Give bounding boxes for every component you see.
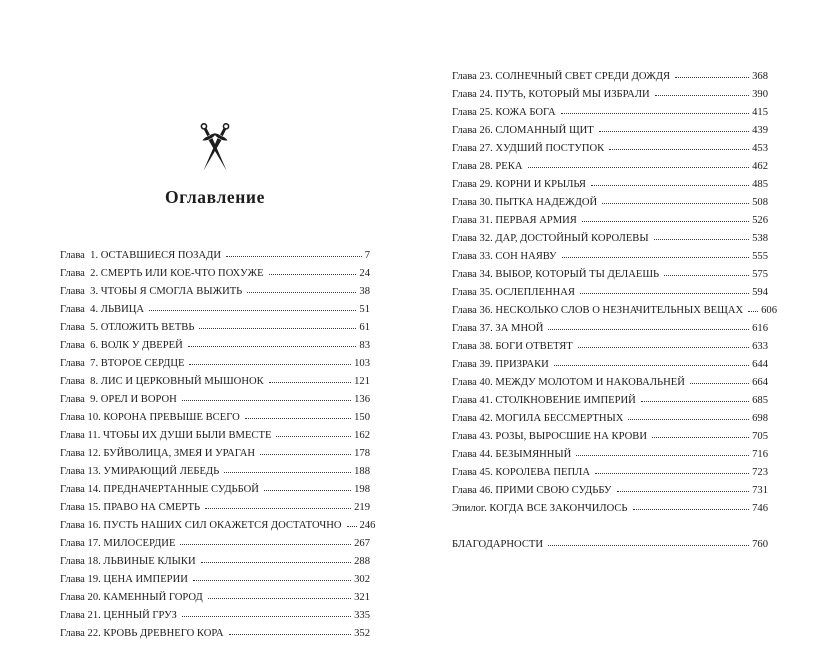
toc-entry-label: Глава 15. ПРАВО НА СМЕРТЬ — [60, 502, 201, 513]
toc-entry-label: Глава 18. ЛЬВИНЫЕ КЛЫКИ — [60, 556, 196, 567]
toc-entry-label: Глава 45. КОРОЛЕВА ПЕПЛА — [452, 467, 590, 478]
toc-entry-page: 288 — [354, 556, 370, 567]
toc-leader-dots — [528, 167, 750, 168]
toc-leader-dots — [664, 275, 749, 276]
ornament — [60, 116, 370, 180]
toc-entry — [452, 478, 768, 496]
toc-entry-label: Глава 17. МИЛОСЕРДИЕ — [60, 538, 176, 549]
toc-leader-dots — [617, 491, 750, 492]
toc-entry-page: 302 — [354, 574, 370, 585]
toc-entry-page: 644 — [752, 359, 768, 370]
toc-entry-page: 136 — [354, 394, 370, 405]
toc-entry — [60, 495, 370, 513]
toc-entry — [60, 567, 370, 585]
toc-entry — [452, 82, 768, 100]
toc-leader-dots — [654, 239, 750, 240]
toc-leader-dots — [580, 293, 749, 294]
toc-entry — [60, 603, 370, 621]
toc-entry-page: 746 — [752, 503, 768, 514]
toc-leader-dots — [690, 383, 749, 384]
toc-leader-dots — [652, 437, 749, 438]
toc-entry-label: Глава 31. ПЕРВАЯ АРМИЯ — [452, 215, 577, 226]
toc-entry — [60, 315, 370, 333]
toc-entry-label: Глава 36. НЕСКОЛЬКО СЛОВ О НЕЗНАЧИТЕЛЬНЫХ ВЕЩАХ — [452, 305, 744, 316]
toc-leader-dots — [208, 598, 351, 599]
toc-leader-dots — [675, 77, 749, 78]
toc-entry — [60, 405, 370, 423]
toc-entry-label: Глава 6. ВОЛК У ДВЕРЕЙ — [60, 340, 183, 351]
toc-entry-page: 555 — [752, 251, 768, 262]
toc-entry-page: 390 — [752, 89, 768, 100]
toc-entry-label: Глава 37. ЗА МНОЙ — [452, 323, 544, 334]
toc-leader-dots — [180, 544, 351, 545]
toc-entry — [60, 387, 370, 405]
toc-entry-label: Глава 5. ОТЛОЖИТЬ ВЕТВЬ — [60, 322, 195, 333]
toc-entry — [60, 585, 370, 603]
toc-entry-label: Глава 12. БУЙВОЛИЦА, ЗМЕЯ И УРАГАН — [60, 448, 256, 459]
toc-entry — [452, 460, 768, 478]
toc-leader-dots — [269, 274, 357, 275]
toc-entry — [60, 297, 370, 315]
toc-leader-dots — [633, 509, 750, 510]
toc-leader-dots — [182, 400, 351, 401]
toc-entry-page: 538 — [752, 233, 768, 244]
toc-leader-dots — [578, 347, 749, 348]
toc-leader-dots — [602, 203, 749, 204]
toc-entry-page: 150 — [354, 412, 370, 423]
toc-entry-label: Глава 21. ЦЕННЫЙ ГРУЗ — [60, 610, 177, 621]
toc-entry-label: Глава 23. СОЛНЕЧНЫЙ СВЕТ СРЕДИ ДОЖДЯ — [452, 71, 671, 82]
toc-leader-dots — [188, 346, 357, 347]
toc-entry-label: Глава 39. ПРИЗРАКИ — [452, 359, 549, 370]
toc-entry-page: 453 — [752, 143, 768, 154]
toc-entry-label: Эпилог. КОГДА ВСЕ ЗАКОНЧИЛОСЬ — [452, 503, 628, 514]
toc-leader-dots — [582, 221, 749, 222]
toc-entry-page: 616 — [752, 323, 768, 334]
toc-entry — [452, 316, 768, 334]
toc-leader-dots — [595, 473, 749, 474]
toc-entry — [60, 513, 376, 531]
toc-leader-dots — [628, 419, 749, 420]
toc-entry-label: Глава 4. ЛЬВИЦА — [60, 304, 145, 315]
toc-entry-label: Глава 26. СЛОМАННЫЙ ЩИТ — [452, 125, 594, 136]
toc-entry-page: 188 — [354, 466, 370, 477]
toc-leader-dots — [224, 472, 351, 473]
toc-entry-label: Глава 32. ДАР, ДОСТОЙНЫЙ КОРОЛЕВЫ — [452, 233, 649, 244]
toc-leader-dots — [347, 526, 357, 527]
toc-entry-page: 335 — [354, 610, 370, 621]
toc-entry — [452, 172, 768, 190]
toc-entry — [452, 352, 768, 370]
toc-entry — [60, 261, 370, 279]
toc-entry-page: 575 — [752, 269, 768, 280]
toc-entry-label: Глава 35. ОСЛЕПЛЕННАЯ — [452, 287, 575, 298]
acknowledgements-entry — [452, 532, 768, 550]
toc-entry-page: 462 — [752, 161, 768, 172]
toc-entry-label: Глава 1. ОСТАВШИЕСЯ ПОЗАДИ — [60, 250, 222, 261]
toc-entry-page: 508 — [752, 197, 768, 208]
toc-leader-dots — [641, 401, 749, 402]
toc-entry-page: 83 — [359, 340, 370, 351]
toc-leader-dots — [229, 634, 352, 635]
toc-entry-label: Глава 46. ПРИМИ СВОЮ СУДЬБУ — [452, 485, 612, 496]
toc-entry-page: 705 — [752, 431, 768, 442]
toc-entry-label: Глава 44. БЕЗЫМЯННЫЙ — [452, 449, 572, 460]
toc-entry — [60, 459, 370, 477]
toc-entry-label: Глава 33. СОН НАЯВУ — [452, 251, 557, 262]
toc-entry-label: Глава 28. РЕКА — [452, 161, 523, 172]
toc-entry-page: 760 — [752, 539, 768, 550]
toc-entry — [60, 441, 370, 459]
toc-entry — [60, 549, 370, 567]
toc-entry — [60, 423, 370, 441]
toc-leader-dots — [247, 292, 356, 293]
toc-entry-label: Глава 27. ХУДШИЙ ПОСТУПОК — [452, 143, 605, 154]
toc-entry-page: 698 — [752, 413, 768, 424]
toc-entry-label: Глава 11. ЧТОБЫ ИХ ДУШИ БЫЛИ ВМЕСТЕ — [60, 430, 272, 441]
toc-entry-label: Глава 40. МЕЖДУ МОЛОТОМ И НАКОВАЛЬНЕЙ — [452, 377, 685, 388]
toc-entry-page: 321 — [354, 592, 370, 603]
toc-entry — [452, 154, 768, 172]
toc-entry — [60, 531, 370, 549]
toc-leader-dots — [599, 131, 749, 132]
toc-entry-label: Глава 20. КАМЕННЫЙ ГОРОД — [60, 592, 203, 603]
toc-leader-dots — [655, 95, 749, 96]
toc-entry-label: Глава 7. ВТОРОЕ СЕРДЦЕ — [60, 358, 185, 369]
toc-entry-label: Глава 29. КОРНИ И КРЫЛЬЯ — [452, 179, 586, 190]
toc-entry-page: 368 — [752, 71, 768, 82]
toc-entry-page: 415 — [752, 107, 768, 118]
page-title: Оглавление — [165, 187, 265, 207]
toc-entry-label: Глава 13. УМИРАЮЩИЙ ЛЕБЕДЬ — [60, 466, 220, 477]
toc-entry-page: 485 — [752, 179, 768, 190]
toc-entry — [452, 388, 768, 406]
toc-entry — [452, 442, 768, 460]
toc-entry-page: 162 — [354, 430, 370, 441]
toc-entry — [60, 621, 370, 639]
toc-column-left — [60, 116, 376, 639]
toc-leader-dots — [548, 545, 749, 546]
toc-entry-page: 51 — [359, 304, 370, 315]
toc-leader-dots — [562, 257, 750, 258]
toc-entry — [452, 208, 768, 226]
toc-entry-label: Глава 38. БОГИ ОТВЕТЯТ — [452, 341, 573, 352]
toc-entry-page: 24 — [359, 268, 370, 279]
toc-leader-dots — [193, 580, 351, 581]
toc-entry — [452, 370, 768, 388]
toc-entry-label: Глава 30. ПЫТКА НАДЕЖДОЙ — [452, 197, 598, 208]
toc-entry — [452, 496, 768, 514]
toc-leader-dots — [226, 256, 362, 257]
toc-column-right — [452, 64, 778, 550]
toc-entry — [452, 118, 768, 136]
toc-entry-page: 103 — [354, 358, 370, 369]
toc-entry-label: Глава 22. КРОВЬ ДРЕВНЕГО КОРА — [60, 628, 224, 639]
toc-entry — [452, 244, 768, 262]
toc-leader-dots — [245, 418, 351, 419]
toc-leader-dots — [269, 382, 351, 383]
toc-entry-page: 121 — [354, 376, 370, 387]
toc-entry-page: 439 — [752, 125, 768, 136]
toc-entry-label: Глава 41. СТОЛКНОВЕНИЕ ИМПЕРИЙ — [452, 395, 636, 406]
toc-entry-page: 38 — [359, 286, 370, 297]
crossed-daggers-icon — [176, 116, 254, 180]
toc-entry-label: БЛАГОДАРНОСТИ — [452, 539, 544, 550]
toc-leader-dots — [748, 311, 758, 312]
toc-entry — [452, 136, 768, 154]
toc-leader-dots — [264, 490, 351, 491]
toc-entry-page: 664 — [752, 377, 768, 388]
toc-leader-dots — [576, 455, 749, 456]
toc-entry-label: Глава 43. РОЗЫ, ВЫРОСШИЕ НА КРОВИ — [452, 431, 647, 442]
toc-entries-right — [452, 64, 778, 514]
toc-leader-dots — [149, 310, 356, 311]
toc-entry-page: 352 — [354, 628, 370, 639]
toc-entry-label: Глава 24. ПУТЬ, КОТОРЫЙ МЫ ИЗБРАЛИ — [452, 89, 650, 100]
toc-leader-dots — [182, 616, 351, 617]
toc-entry — [60, 351, 370, 369]
toc-entry-page: 246 — [359, 520, 376, 531]
toc-entry-page: 7 — [364, 250, 370, 261]
toc-entries-left — [60, 243, 376, 639]
toc-entry-label: Глава 10. КОРОНА ПРЕВЫШЕ ВСЕГО — [60, 412, 240, 423]
toc-leader-dots — [591, 185, 749, 186]
toc-entry — [452, 190, 768, 208]
toc-entry-page: 685 — [752, 395, 768, 406]
toc-entry-label: Глава 9. ОРЕЛ И ВОРОН — [60, 394, 177, 405]
toc-entry-label: Глава 16. ПУСТЬ НАШИХ СИЛ ОКАЖЕТСЯ ДОСТАТОЧНО — [60, 520, 342, 531]
toc-entry-page: 526 — [752, 215, 768, 226]
toc-entry-label: Глава 19. ЦЕНА ИМПЕРИИ — [60, 574, 188, 585]
toc-entry-page: 178 — [354, 448, 370, 459]
toc-entry — [452, 64, 768, 82]
toc-leader-dots — [276, 436, 351, 437]
toc-entry-label: Глава 42. МОГИЛА БЕССМЕРТНЫХ — [452, 413, 624, 424]
toc-entry — [60, 477, 370, 495]
toc-entry-page: 594 — [752, 287, 768, 298]
toc-entry-page: 716 — [752, 449, 768, 460]
toc-entry-page: 198 — [354, 484, 370, 495]
toc-entry-label: Глава 8. ЛИС И ЦЕРКОВНЫЙ МЫШОНОК — [60, 376, 264, 387]
toc-entry-page: 606 — [761, 305, 778, 316]
toc-leader-dots — [205, 508, 351, 509]
toc-entry-page: 723 — [752, 467, 768, 478]
toc-leader-dots — [260, 454, 351, 455]
toc-entry — [452, 298, 778, 316]
toc-entry — [452, 280, 768, 298]
toc-entry-label: Глава 34. ВЫБОР, КОТОРЫЙ ТЫ ДЕЛАЕШЬ — [452, 269, 660, 280]
toc-entry — [60, 243, 370, 261]
toc-entry — [60, 333, 370, 351]
toc-leader-dots — [201, 562, 351, 563]
toc-entry — [452, 424, 768, 442]
toc-entry-label: Глава 25. КОЖА БОГА — [452, 107, 556, 118]
toc-entry — [452, 226, 768, 244]
toc-leader-dots — [199, 328, 356, 329]
toc-leader-dots — [609, 149, 749, 150]
toc-leader-dots — [189, 364, 351, 365]
toc-entry-page: 61 — [359, 322, 370, 333]
toc-leader-dots — [561, 113, 749, 114]
toc-entry — [452, 334, 768, 352]
toc-entry-label: Глава 3. ЧТОБЫ Я СМОГЛА ВЫЖИТЬ — [60, 286, 243, 297]
toc-leader-dots — [554, 365, 749, 366]
toc-entry — [60, 279, 370, 297]
toc-entry-page: 633 — [752, 341, 768, 352]
toc-entry-label: Глава 14. ПРЕДНАЧЕРТАННЫЕ СУДЬБОЙ — [60, 484, 259, 495]
toc-entry — [60, 369, 370, 387]
toc-leader-dots — [548, 329, 749, 330]
toc-entry-page: 731 — [752, 485, 768, 496]
toc-entry-page: 219 — [354, 502, 370, 513]
toc-entry-label: Глава 2. СМЕРТЬ ИЛИ КОЕ-ЧТО ПОХУЖЕ — [60, 268, 264, 279]
toc-entry-page: 267 — [354, 538, 370, 549]
toc-entry — [452, 100, 768, 118]
toc-entry — [452, 262, 768, 280]
toc-entry — [452, 406, 768, 424]
